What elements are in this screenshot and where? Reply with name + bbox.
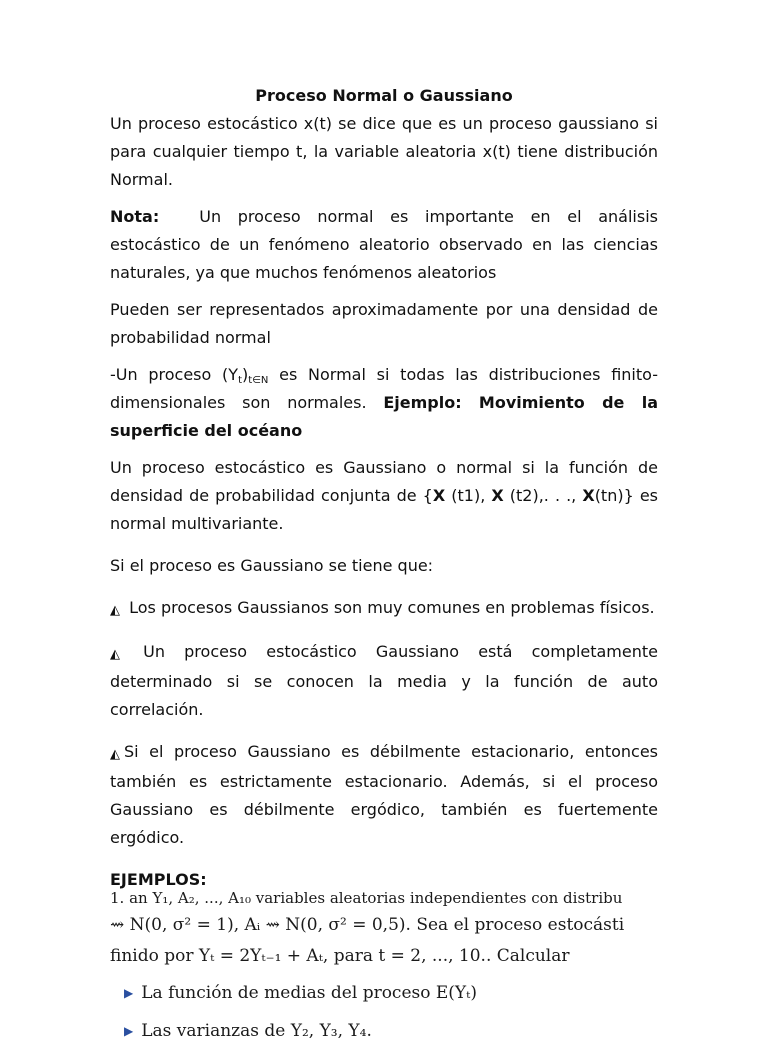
triangle-bullet-icon: ◭ <box>110 647 120 662</box>
ejemplos-heading: EJEMPLOS: <box>110 870 207 889</box>
bullet-item <box>110 594 658 624</box>
p4-post: es Normal si todas las distribuciones finito-dimensionales son normales. <box>110 365 659 412</box>
arrow-right-icon: ▶ <box>124 1024 134 1038</box>
p5-pre: Un proceso estocástico es Gaussiano o normal si la función de densidad de probabilidad conjunta de { <box>110 458 658 505</box>
snippet-line-3: finido por Yₜ = 2Yₜ₋₁ + Aₜ, para t = 2, ..., 10.. Calcular <box>110 946 570 966</box>
paragraph-definition: Un proceso estocástico x(t) se dice que es un proceso gaussiano si para cualquier tiempo t, la variable aleatoria x(t) tiene distribución Normal. <box>110 114 658 189</box>
snippet-item-text: Las varianzas de Y₂, Y₃, Y₄. <box>141 1021 372 1041</box>
document-page <box>110 82 658 894</box>
p4-mid: ) <box>241 365 249 384</box>
snippet-line-2: ⇝ N(0, σ² = 1), Aᵢ ⇝ N(0, σ² = 0,5). Sea el proceso estocásti <box>110 915 625 935</box>
snippet-item-1 <box>110 978 592 1010</box>
p5-t2: (t2),. . ., <box>503 486 583 505</box>
p4-pre: -Un proceso (Y <box>110 365 239 384</box>
p5-x1: X <box>432 486 446 505</box>
snippet-item-2 <box>110 1016 592 1048</box>
snippet-item-text: La función de medias del proceso E(Yₜ) <box>141 983 477 1003</box>
arrow-right-icon: ▶ <box>124 986 134 1000</box>
paragraph-se-tiene: Si el proceso es Gaussiano se tiene que: <box>110 556 434 575</box>
snippet-line-1: 1. an Y₁, A₂, ..., A₁₀ variables aleatorias independientes con distribu <box>110 889 623 907</box>
paragraph-normal-process <box>110 361 658 445</box>
p5-x3: X <box>582 486 595 505</box>
bullet-text: Si el proceso Gaussiano es débilmente estacionario, entonces también es estrictamente estacionario. Además, si el proceso Gaussiano es débilmente ergódico, también es fuertemente ergódico. <box>110 742 658 847</box>
paragraph-nota <box>110 203 658 287</box>
p4-example: Ejemplo: Movimiento de la superficie del océano <box>110 393 658 440</box>
triangle-bullet-icon: ◭ <box>110 603 120 618</box>
bullet-text: Los procesos Gaussianos son muy comunes en problemas físicos. <box>129 598 655 617</box>
page-title: Proceso Normal o Gaussiano <box>255 86 513 105</box>
p5-t1: (t1), <box>445 486 492 505</box>
p4-sub-index: t∈N <box>248 375 269 386</box>
p5-t3: (tn)} es normal multivariante. <box>110 486 659 533</box>
bullet-item <box>110 638 658 724</box>
paragraph-representados: Pueden ser representados aproximadamente por una densidad de probabilidad normal <box>110 300 658 347</box>
p4-sub-t: t <box>238 375 242 386</box>
example-image-snippet <box>110 888 625 1041</box>
bullet-text: Un proceso estocástico Gaussiano está completamente determinado si se conocen la media y la función de auto correlación. <box>110 642 658 719</box>
p5-x2: X <box>491 486 504 505</box>
paragraph-gaussian-definition <box>110 454 658 538</box>
bullet-item <box>110 738 658 852</box>
nota-text: Un proceso normal es importante en el análisis estocástico de un fenómeno aleatorio observado en las ciencias naturales, ya que muchos fenómenos aleatorios <box>110 207 658 282</box>
nota-label: Nota: <box>110 207 160 226</box>
triangle-bullet-icon: ◭ <box>110 747 120 762</box>
